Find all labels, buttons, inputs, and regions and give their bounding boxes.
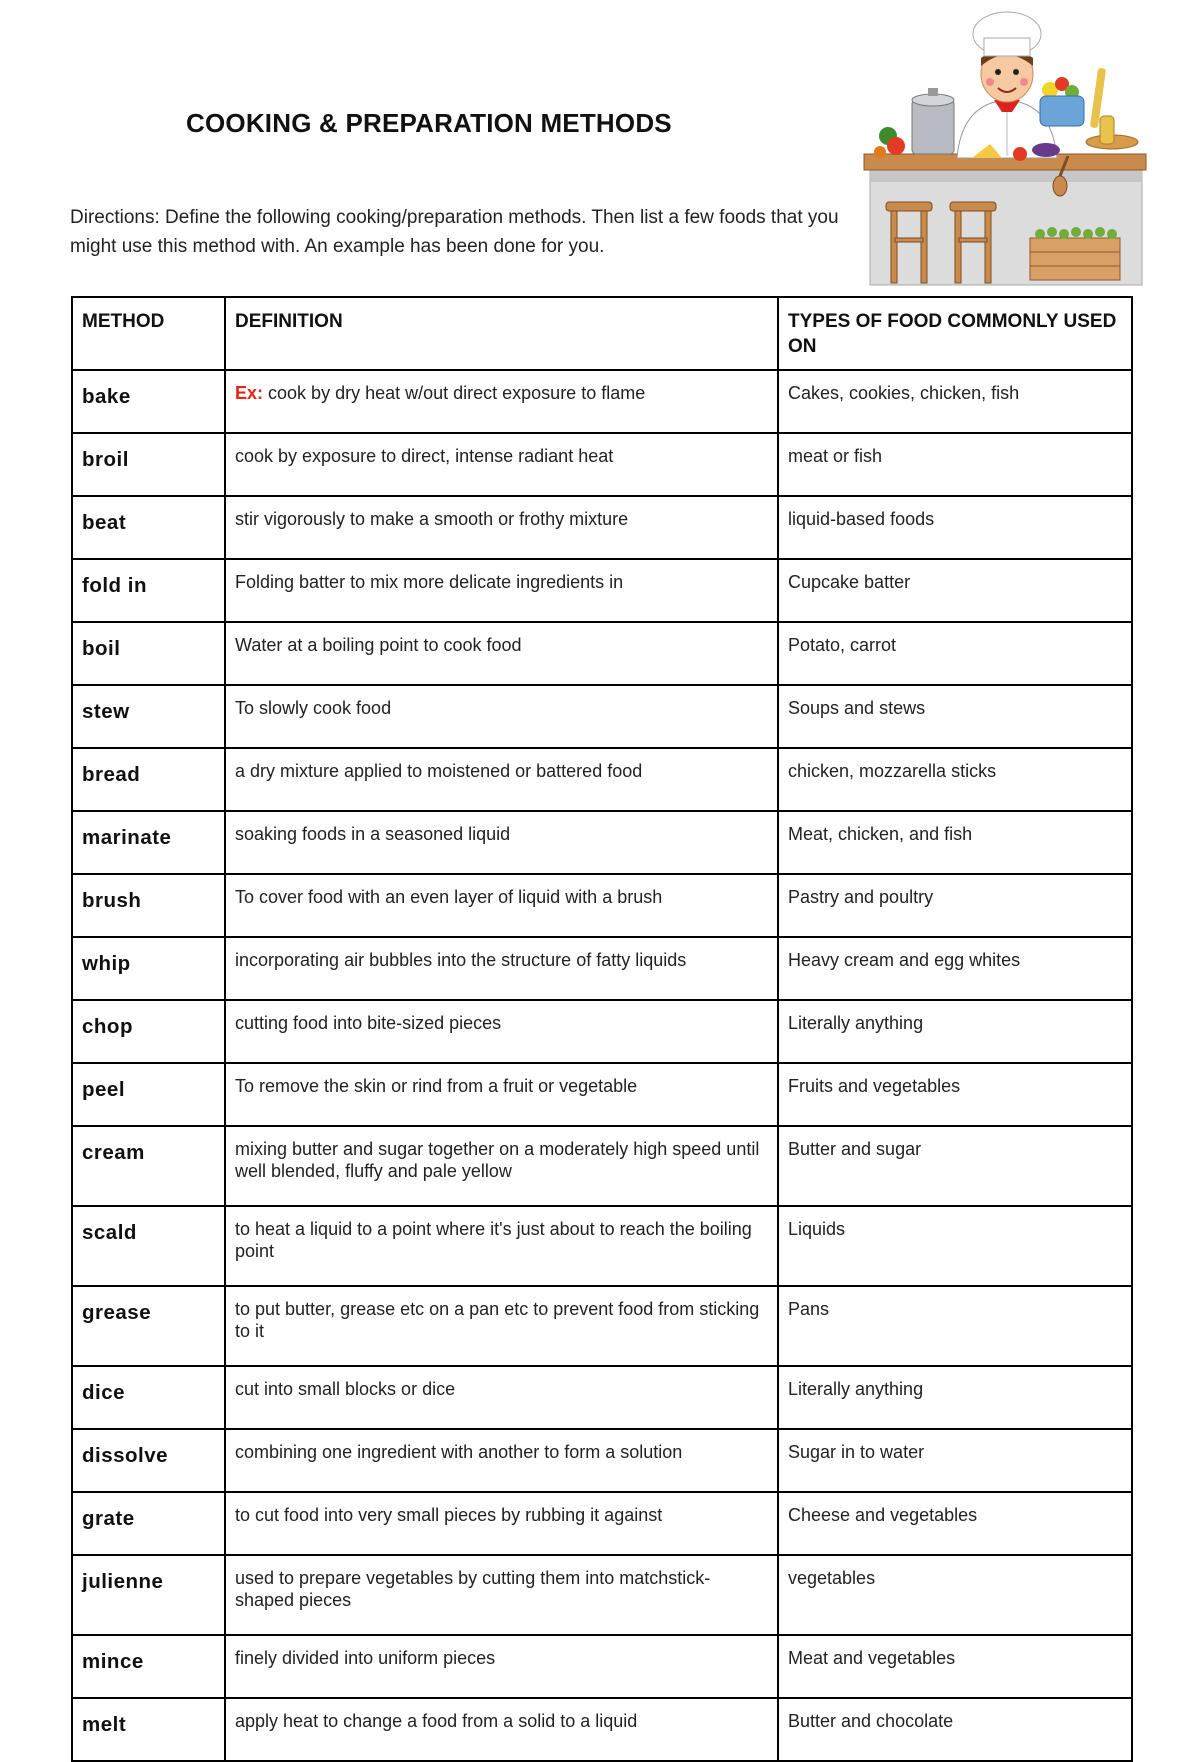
foods-cell: Literally anything xyxy=(778,1366,1132,1429)
method-cell: bread xyxy=(72,748,225,811)
definition-cell: to cut food into very small pieces by rubbing it against xyxy=(225,1492,778,1555)
table-row xyxy=(72,1698,1132,1761)
definition-cell: a dry mixture applied to moistened or battered food xyxy=(225,748,778,811)
table-row xyxy=(72,433,1132,496)
definition-cell: finely divided into uniform pieces xyxy=(225,1635,778,1698)
method-cell: melt xyxy=(72,1698,225,1761)
method-cell: grate xyxy=(72,1492,225,1555)
method-cell: mince xyxy=(72,1635,225,1698)
foods-cell: Literally anything xyxy=(778,1000,1132,1063)
header-definition: DEFINITION xyxy=(225,297,778,370)
example-label: Ex: xyxy=(235,383,264,403)
table-row xyxy=(72,370,1132,433)
method-cell: chop xyxy=(72,1000,225,1063)
method-cell: peel xyxy=(72,1063,225,1126)
foods-cell: Meat, chicken, and fish xyxy=(778,811,1132,874)
definition-cell: To remove the skin or rind from a fruit or vegetable xyxy=(225,1063,778,1126)
foods-cell: vegetables xyxy=(778,1555,1132,1635)
foods-cell: meat or fish xyxy=(778,433,1132,496)
definition-cell: combining one ingredient with another to form a solution xyxy=(225,1429,778,1492)
table-header-row xyxy=(72,297,1132,370)
methods-table xyxy=(71,296,1133,1762)
foods-cell: chicken, mozzarella sticks xyxy=(778,748,1132,811)
definition-text: cook by dry heat w/out direct exposure to flame xyxy=(268,383,646,403)
table-row xyxy=(72,1206,1132,1286)
table-row xyxy=(72,1126,1132,1206)
table-row xyxy=(72,496,1132,559)
method-cell: brush xyxy=(72,874,225,937)
foods-cell: Heavy cream and egg whites xyxy=(778,937,1132,1000)
definition-cell: mixing butter and sugar together on a moderately high speed until well blended, fluffy and pale yellow xyxy=(225,1126,778,1206)
table-row xyxy=(72,1000,1132,1063)
definition-cell: Folding batter to mix more delicate ingredients in xyxy=(225,559,778,622)
method-cell: bake xyxy=(72,370,225,433)
foods-cell: Cupcake batter xyxy=(778,559,1132,622)
table-row xyxy=(72,685,1132,748)
definition-cell: To slowly cook food xyxy=(225,685,778,748)
chef-illustration xyxy=(862,8,1152,290)
header-foods: TYPES OF FOOD COMMONLY USED ON xyxy=(778,297,1132,370)
table-row xyxy=(72,1492,1132,1555)
header-method: METHOD xyxy=(72,297,225,370)
foods-cell: liquid-based foods xyxy=(778,496,1132,559)
foods-cell: Fruits and vegetables xyxy=(778,1063,1132,1126)
table-row xyxy=(72,622,1132,685)
method-cell: dissolve xyxy=(72,1429,225,1492)
table-row xyxy=(72,748,1132,811)
definition-cell: soaking foods in a seasoned liquid xyxy=(225,811,778,874)
definition-cell: Water at a boiling point to cook food xyxy=(225,622,778,685)
table-row xyxy=(72,1555,1132,1635)
method-cell: stew xyxy=(72,685,225,748)
definition-cell: cutting food into bite-sized pieces xyxy=(225,1000,778,1063)
table-row xyxy=(72,874,1132,937)
page-title: COOKING & PREPARATION METHODS xyxy=(186,108,672,138)
foods-cell: Cakes, cookies, chicken, fish xyxy=(778,370,1132,433)
definition-cell: to put butter, grease etc on a pan etc to prevent food from sticking to it xyxy=(225,1286,778,1366)
foods-cell: Liquids xyxy=(778,1206,1132,1286)
method-cell: boil xyxy=(72,622,225,685)
foods-cell: Pans xyxy=(778,1286,1132,1366)
foods-cell: Butter and chocolate xyxy=(778,1698,1132,1761)
definition-cell: To cover food with an even layer of liquid with a brush xyxy=(225,874,778,937)
definition-cell: incorporating air bubbles into the structure of fatty liquids xyxy=(225,937,778,1000)
method-cell: dice xyxy=(72,1366,225,1429)
definition-cell: used to prepare vegetables by cutting them into matchstick-shaped pieces xyxy=(225,1555,778,1635)
foods-cell: Meat and vegetables xyxy=(778,1635,1132,1698)
definition-cell: to heat a liquid to a point where it's just about to reach the boiling point xyxy=(225,1206,778,1286)
method-cell: broil xyxy=(72,433,225,496)
method-cell: fold in xyxy=(72,559,225,622)
foods-cell: Potato, carrot xyxy=(778,622,1132,685)
table-row xyxy=(72,937,1132,1000)
definition-cell: apply heat to change a food from a solid to a liquid xyxy=(225,1698,778,1761)
table-row xyxy=(72,1366,1132,1429)
table-row xyxy=(72,559,1132,622)
foods-cell: Soups and stews xyxy=(778,685,1132,748)
foods-cell: Pastry and poultry xyxy=(778,874,1132,937)
method-cell: scald xyxy=(72,1206,225,1286)
foods-cell: Sugar in to water xyxy=(778,1429,1132,1492)
method-cell: grease xyxy=(72,1286,225,1366)
foods-cell: Cheese and vegetables xyxy=(778,1492,1132,1555)
directions-text: Directions: Define the following cooking/preparation methods. Then list a few foods that you might use this method with. An example has been done for you. xyxy=(70,207,839,257)
table-row xyxy=(72,1429,1132,1492)
method-cell: whip xyxy=(72,937,225,1000)
method-cell: beat xyxy=(72,496,225,559)
method-cell: marinate xyxy=(72,811,225,874)
table-row xyxy=(72,811,1132,874)
method-cell: julienne xyxy=(72,1555,225,1635)
method-cell: cream xyxy=(72,1126,225,1206)
table-row xyxy=(72,1063,1132,1126)
definition-cell xyxy=(225,370,778,433)
definition-cell: cut into small blocks or dice xyxy=(225,1366,778,1429)
foods-cell: Butter and sugar xyxy=(778,1126,1132,1206)
table-row xyxy=(72,1635,1132,1698)
definition-cell: stir vigorously to make a smooth or frothy mixture xyxy=(225,496,778,559)
table-row xyxy=(72,1286,1132,1366)
definition-cell: cook by exposure to direct, intense radiant heat xyxy=(225,433,778,496)
